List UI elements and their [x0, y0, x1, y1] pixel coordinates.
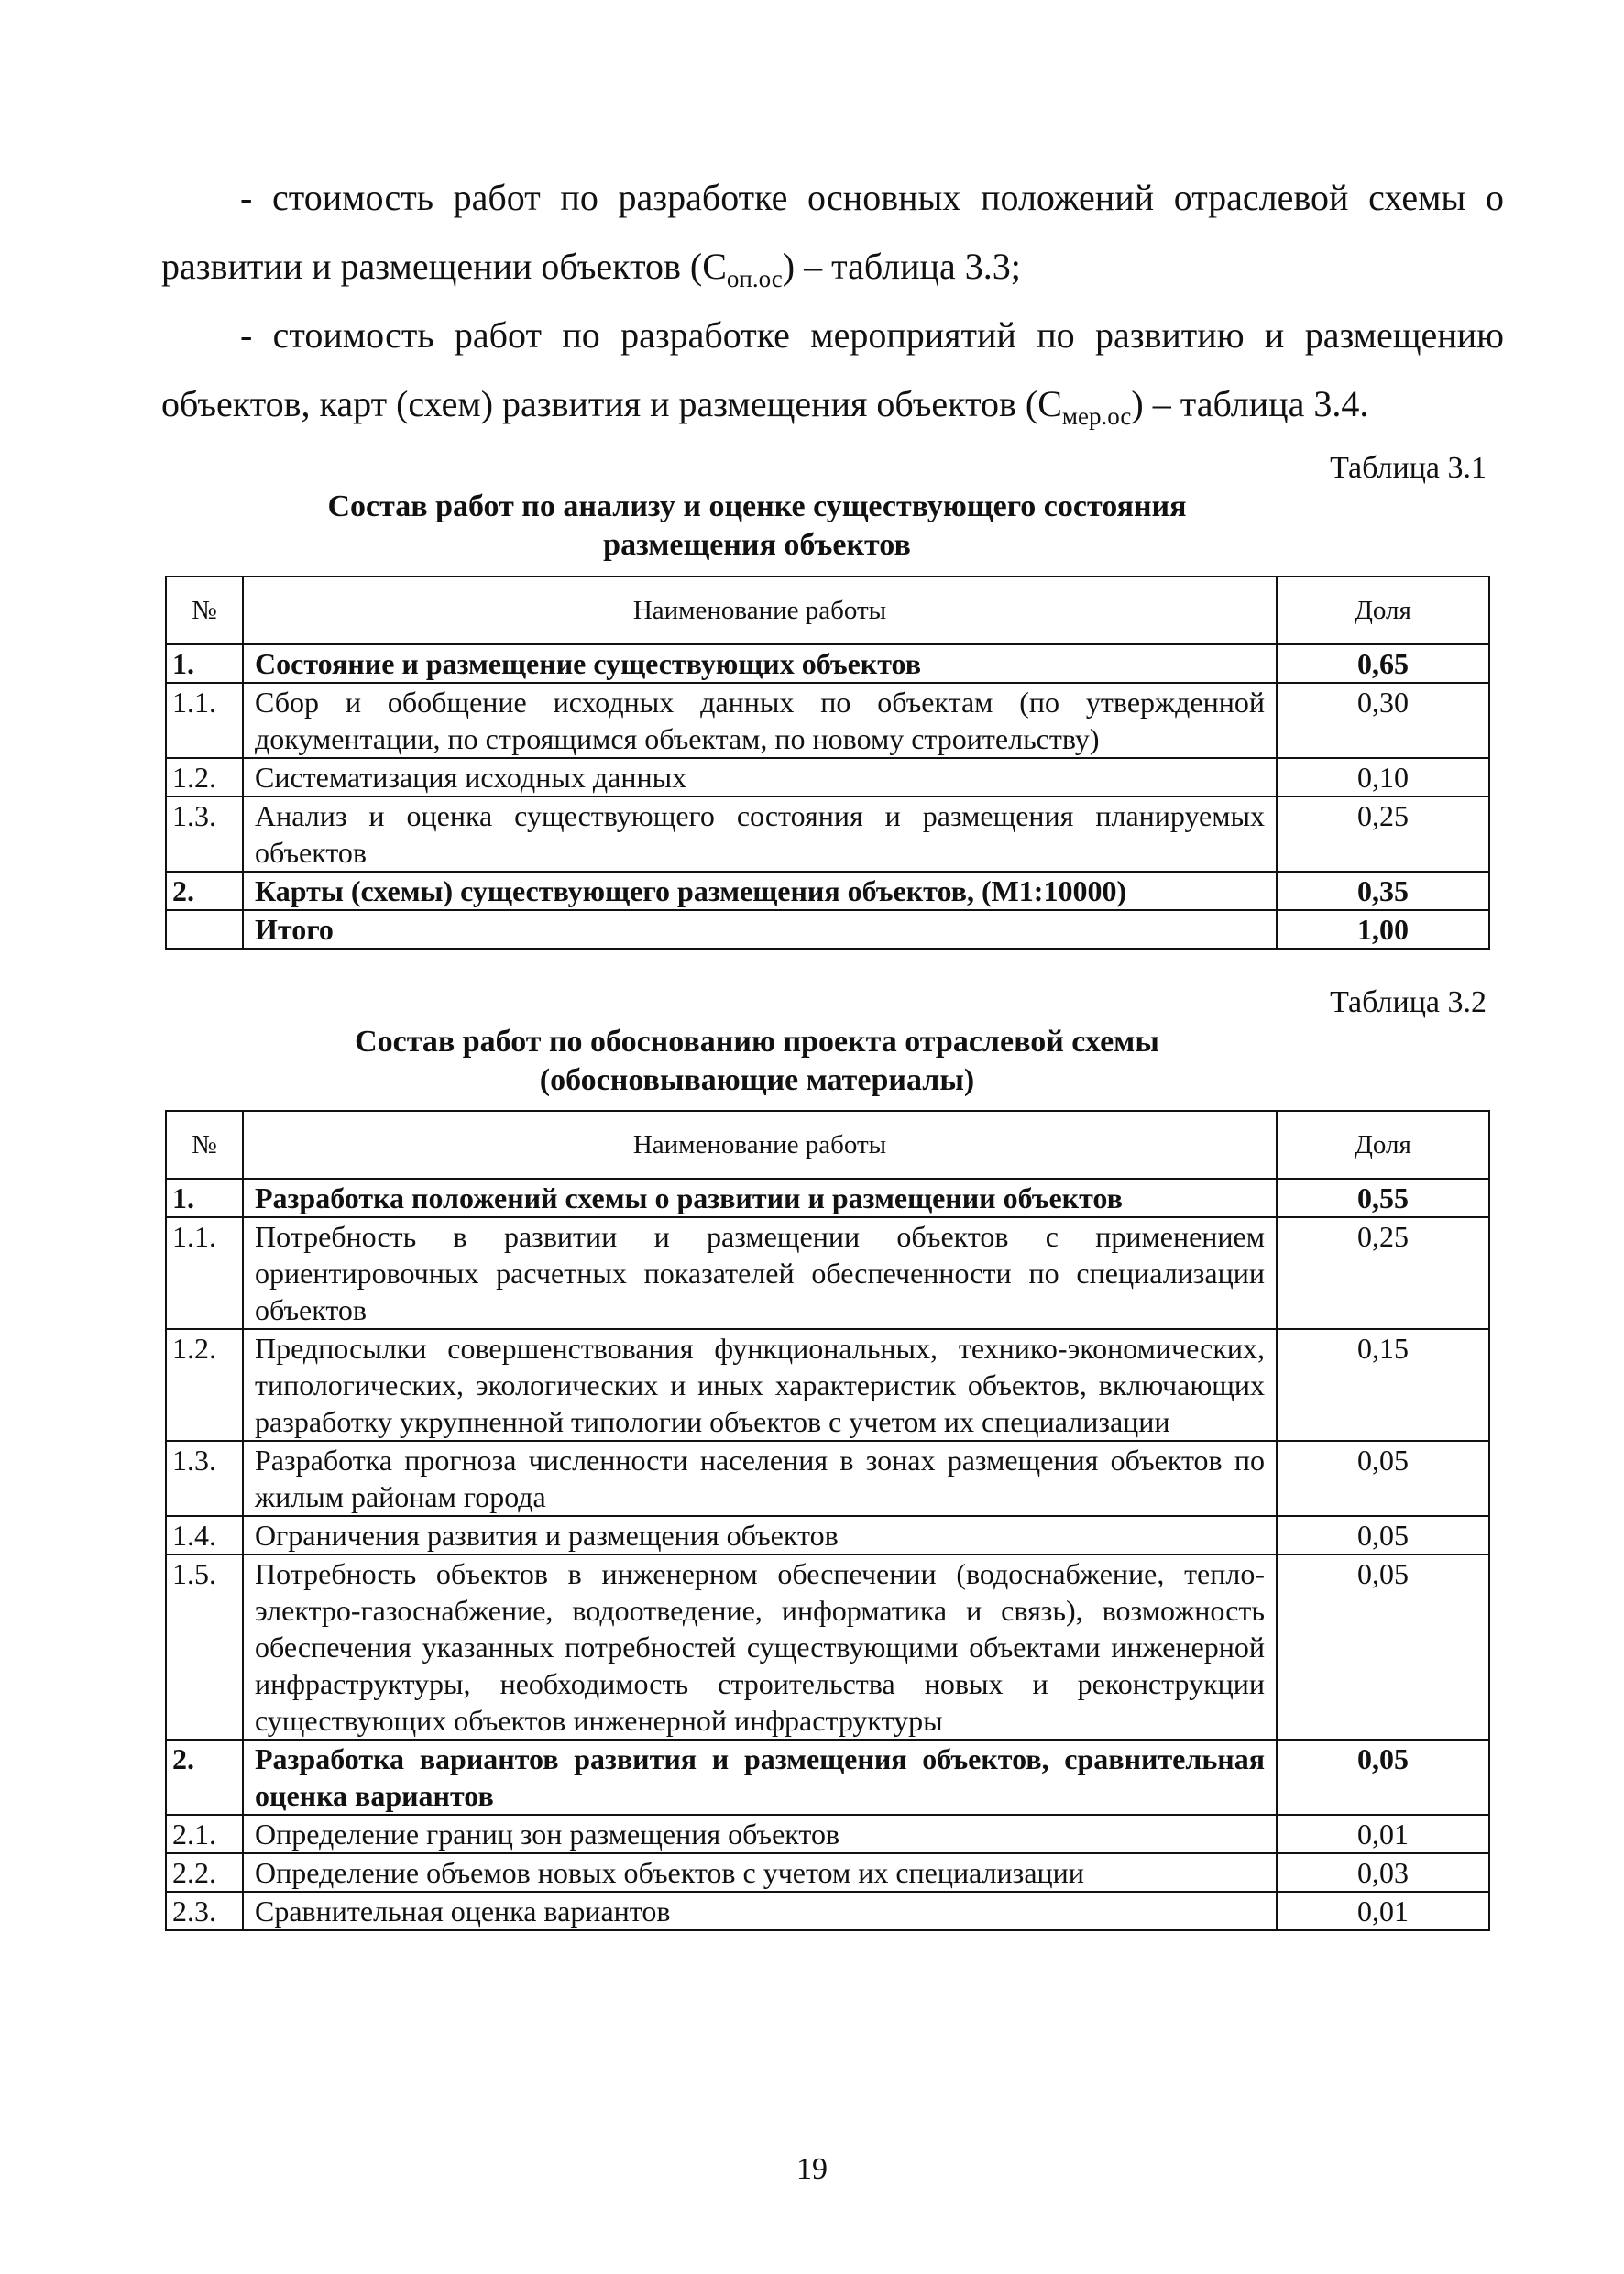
table-total-row: [166, 910, 1489, 949]
row-share: 0,30: [1277, 683, 1489, 758]
table-row: [166, 758, 1489, 796]
table-1-title: [161, 488, 1353, 565]
row-num: 1.: [166, 1179, 243, 1217]
row-share: 0,03: [1277, 1853, 1489, 1892]
intro-item-1-text: - стоимость работ по разработке основных положений отраслевой схемы о развитии и размещении объектов (С: [161, 177, 1504, 287]
row-share: 0,05: [1277, 1740, 1489, 1815]
table-2-title-line-2: (обосновывающие материалы): [539, 1063, 975, 1097]
table-1: [165, 576, 1490, 950]
table-row: [166, 1740, 1489, 1815]
row-share: 0,05: [1277, 1554, 1489, 1740]
row-name: Состояние и размещение существующих объектов: [243, 644, 1277, 683]
header-share: Доля: [1277, 1111, 1489, 1179]
row-name: Разработка вариантов развития и размещения объектов, сравнительная оценка вариантов: [243, 1740, 1277, 1815]
table-row: [166, 1179, 1489, 1217]
header-share: Доля: [1277, 577, 1489, 644]
row-num: 2.1.: [166, 1815, 243, 1853]
page-number: 19: [796, 2152, 828, 2186]
table-2-title: [161, 1023, 1353, 1100]
table-1-label: Таблица 3.1: [1330, 451, 1487, 485]
row-num: 2.: [166, 1740, 243, 1815]
row-share: 0,05: [1277, 1516, 1489, 1554]
row-num: 1.5.: [166, 1554, 243, 1740]
row-num: 2.3.: [166, 1892, 243, 1930]
header-num: №: [166, 577, 243, 644]
table-row: [166, 1516, 1489, 1554]
row-name: Потребность в развитии и размещении объектов с применением ориентировочных расчетных показателей обеспеченности по специализации объектов: [243, 1217, 1277, 1329]
intro-text: [161, 163, 1504, 438]
row-name: Разработка положений схемы о развитии и размещении объектов: [243, 1179, 1277, 1217]
row-num: 1.2.: [166, 758, 243, 796]
intro-item-1-subscript: оп.ос: [726, 265, 783, 292]
row-num: 1.2.: [166, 1329, 243, 1441]
table-header-row: [166, 1111, 1489, 1179]
table-row: [166, 1329, 1489, 1441]
row-num: 1.3.: [166, 796, 243, 872]
row-share: 0,65: [1277, 644, 1489, 683]
row-num: 1.3.: [166, 1441, 243, 1516]
row-name: Предпосылки совершенствования функциональных, технико-экономических, типологических, экологических и иных характеристик объектов, включающих разработку укрупненной типологии объектов с учетом их специализации: [243, 1329, 1277, 1441]
row-name: Итого: [243, 910, 1277, 949]
row-num: 1.4.: [166, 1516, 243, 1554]
table-row: [166, 1441, 1489, 1516]
row-share: 0,10: [1277, 758, 1489, 796]
row-name: Карты (схемы) существующего размещения объектов, (М1:10000): [243, 872, 1277, 910]
table-2-label: Таблица 3.2: [1330, 985, 1487, 1019]
row-name: Потребность объектов в инженерном обеспечении (водоснабжение, тепло-электро-газоснабжение, водоотведение, информатика и связь), возможность обеспечения указанных потребностей существующими объектами инженерной инфраструктуры, необходимость строительства новых и реконструкции существующих объектов инженерной инфраструктуры: [243, 1554, 1277, 1740]
row-name: Определение границ зон размещения объектов: [243, 1815, 1277, 1853]
row-name: Сравнительная оценка вариантов: [243, 1892, 1277, 1930]
row-name: Анализ и оценка существующего состояния и размещения планируемых объектов: [243, 796, 1277, 872]
header-name: Наименование работы: [243, 577, 1277, 644]
row-share: 0,25: [1277, 1217, 1489, 1329]
table-1-title-line-2: размещения объектов: [603, 528, 911, 562]
row-share: 0,01: [1277, 1815, 1489, 1853]
row-num: 1.: [166, 644, 243, 683]
intro-item-1-tail: ) – таблица 3.3;: [782, 246, 1021, 287]
intro-item-2: [161, 301, 1504, 438]
row-share: 0,25: [1277, 796, 1489, 872]
table-row: [166, 872, 1489, 910]
table-row: [166, 1853, 1489, 1892]
row-share: 0,15: [1277, 1329, 1489, 1441]
row-name: Систематизация исходных данных: [243, 758, 1277, 796]
table-2: [165, 1110, 1490, 1931]
table-row: [166, 1217, 1489, 1329]
table-row: [166, 683, 1489, 758]
table-row: [166, 1892, 1489, 1930]
table-row: [166, 644, 1489, 683]
table-1-title-line-1: Состав работ по анализу и оценке существующего состояния: [327, 489, 1187, 523]
row-name: Разработка прогноза численности населения в зонах размещения объектов по жилым районам города: [243, 1441, 1277, 1516]
table-row: [166, 1554, 1489, 1740]
intro-item-2-tail: ) – таблица 3.4.: [1131, 383, 1369, 424]
header-name: Наименование работы: [243, 1111, 1277, 1179]
row-num: 1.1.: [166, 1217, 243, 1329]
row-num: 2.: [166, 872, 243, 910]
row-share: 0,35: [1277, 872, 1489, 910]
row-share: 0,05: [1277, 1441, 1489, 1516]
table-row: [166, 796, 1489, 872]
intro-item-1: [161, 163, 1504, 301]
row-name: Ограничения развития и размещения объектов: [243, 1516, 1277, 1554]
table-row: [166, 1815, 1489, 1853]
row-share: 0,01: [1277, 1892, 1489, 1930]
row-share: 1,00: [1277, 910, 1489, 949]
table-header-row: [166, 577, 1489, 644]
intro-item-2-subscript: мер.ос: [1061, 402, 1132, 430]
row-num: 1.1.: [166, 683, 243, 758]
row-num: [166, 910, 243, 949]
row-share: 0,55: [1277, 1179, 1489, 1217]
row-name: Определение объемов новых объектов с учетом их специализации: [243, 1853, 1277, 1892]
intro-item-2-text: - стоимость работ по разработке мероприятий по развитию и размещению объектов, карт (схем) развития и размещения объектов (С: [161, 314, 1504, 424]
header-num: №: [166, 1111, 243, 1179]
table-2-title-line-1: Состав работ по обоснованию проекта отраслевой схемы: [355, 1025, 1159, 1059]
row-num: 2.2.: [166, 1853, 243, 1892]
row-name: Сбор и обобщение исходных данных по объектам (по утвержденной документации, по строящимся объектам, по новому строительству): [243, 683, 1277, 758]
